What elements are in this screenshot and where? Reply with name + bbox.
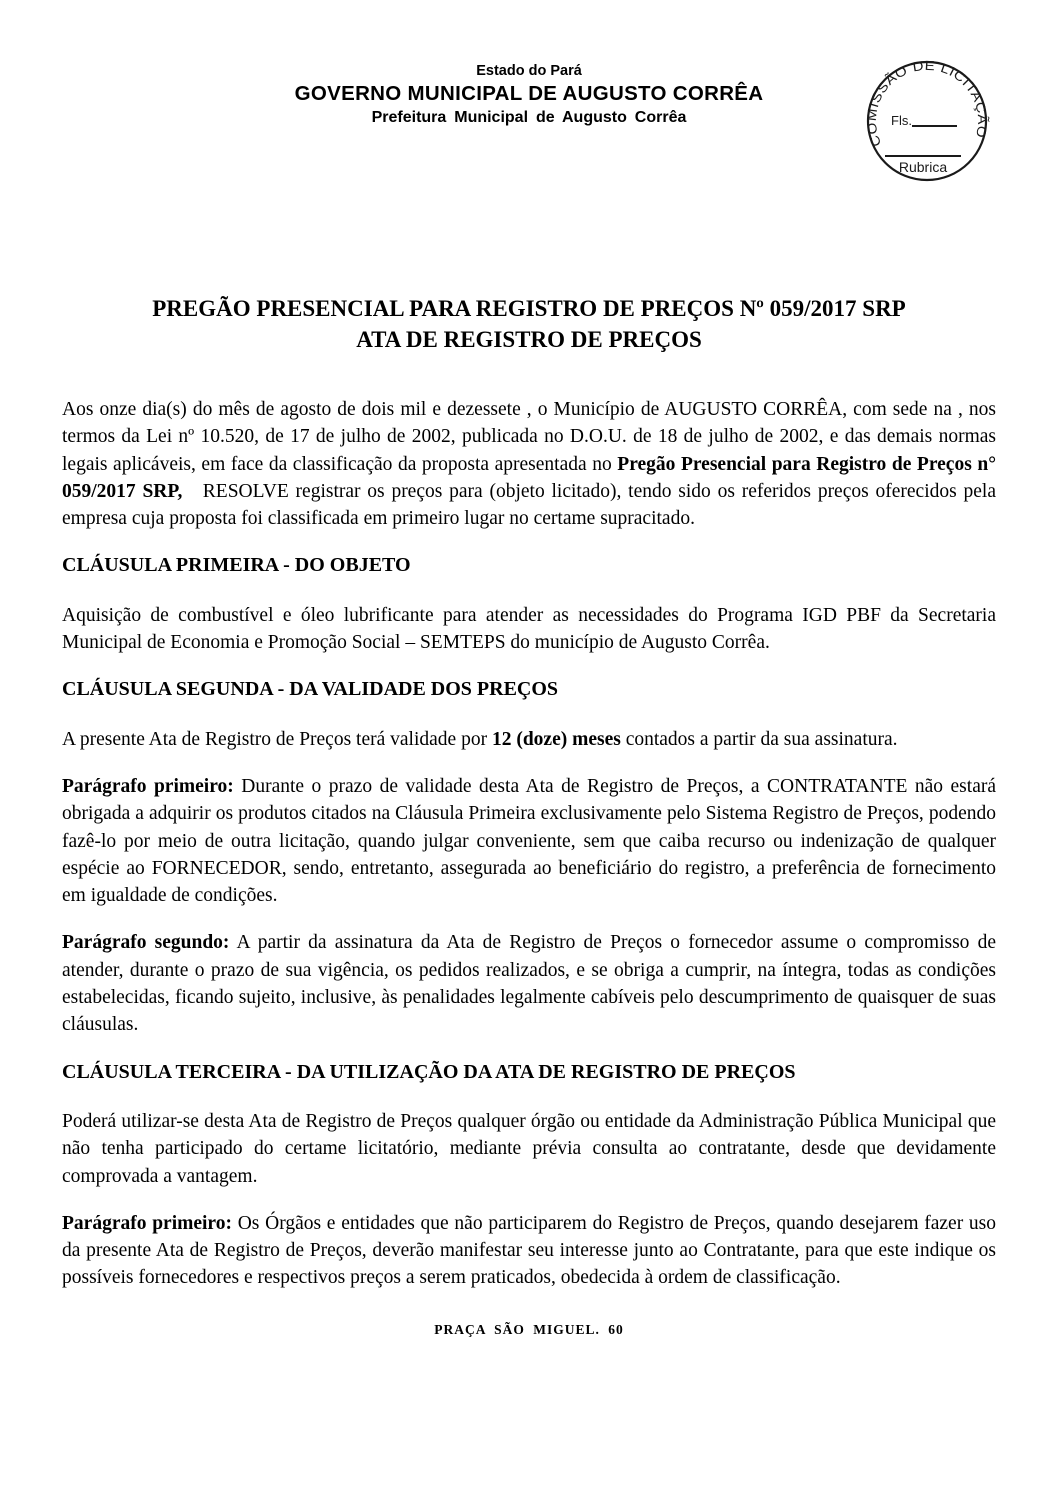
stamp-rubrica-label: Rubrica	[898, 159, 948, 175]
stamp-graphic	[855, 55, 995, 185]
bold-text-segment: Parágrafo primeiro:	[62, 1212, 232, 1234]
clause2-validity-paragraph	[62, 726, 996, 753]
clause3-first-subparagraph	[62, 1210, 996, 1292]
text-segment: A partir da assinatura da Ata de Registro de Preços o fornecedor assume o compromisso de atender, durante o prazo de sua vigência, os pedidos realizados, e se obriga a cumprir, na íntegra, todas as condições estabelecidas, ficando sujeito, inclusive, às penalidades legalmente cabíveis pelo descumprimento de quaisquer de suas cláusulas.	[62, 932, 996, 1036]
opening-paragraph	[62, 396, 996, 532]
document-footer-address: PRAÇA SÃO MIGUEL. 60	[434, 1322, 624, 1337]
stamp-fls-label: Fls.	[891, 113, 912, 128]
bold-text-segment: Pregão Presencial para Registro de Preços n° 059/2017 SRP,	[62, 453, 996, 502]
text-segment: RESOLVE registrar os preços para (objeto licitado), tendo sido os referidos preços oferecidos pela empresa cuja proposta foi classificada em primeiro lugar no certame supracitado.	[62, 480, 996, 530]
stamp-curved-text: COMISSÃO DE LICITAÇÃO	[863, 57, 991, 149]
text-segment: Aquisição de combustível e óleo lubrificante para atender as necessidades do Programa IGD PBF da Secretaria Municipal de Economia e Promoção Social – SEMTEPS do município de Augusto Corrêa.	[62, 604, 996, 654]
text-segment: contados a partir da sua assinatura.	[620, 728, 898, 750]
clause1-heading: CLÁUSULA PRIMEIRA - DO OBJETO	[62, 554, 411, 577]
text-segment: Aos onze dia(s) do mês de agosto de dois mil e dezessete , o Município de AUGUSTO CORRÊA, com sede na , nos termos da Lei nº 10.520, de 17 de julho de 2002, publicada no D.O.U. de 18 de julho de 2002, e das demais normas legais aplicáveis, em face da classificação da proposta apresentada no	[62, 399, 996, 475]
bold-text-segment: 12 (doze) meses	[491, 728, 621, 750]
text-segment: Os Órgãos e entidades que não participarem do Registro de Preços, quando desejarem fazer uso da presente Ata de Registro de Preços, deverão manifestar seu interesse junto ao Contratante, para que este indique os possíveis fornecedores e respectivos preços a serem praticados, obedecida à ordem de classificação.	[62, 1212, 996, 1289]
clause2-second-subparagraph	[62, 929, 996, 1038]
text-segment: Poderá utilizar-se desta Ata de Registro de Preços qualquer órgão ou entidade da Administração Pública Municipal que não tenha participado do certame licitatório, mediante prévia consulta ao contratante, desde que devidamente comprovada a vantagem.	[62, 1110, 996, 1187]
bold-text-segment: Parágrafo primeiro:	[62, 775, 234, 797]
document-content	[62, 396, 996, 1312]
title-line-2: ATA DE REGISTRO DE PREÇOS	[356, 327, 702, 352]
title-line-1: PREGÃO PRESENCIAL PARA REGISTRO DE PREÇOS Nº 059/2017 SRP	[152, 296, 906, 321]
document-title	[0, 293, 1058, 355]
comissao-licitacao-stamp	[855, 55, 995, 185]
stamp-curved-text-wrap	[864, 58, 990, 149]
clause2-first-subparagraph	[62, 773, 996, 909]
bold-text-segment: Parágrafo segundo:	[62, 932, 230, 954]
header-prefecture-line: Prefeitura Municipal de Augusto Corrêa	[371, 109, 687, 126]
clause2-heading: CLÁUSULA SEGUNDA - DA VALIDADE DOS PREÇOS	[62, 678, 559, 701]
clause3-heading: CLÁUSULA TERCEIRA - DA UTILIZAÇÃO DA ATA DE REGISTRO DE PREÇOS	[62, 1060, 796, 1083]
header-government-line: GOVERNO MUNICIPAL DE AUGUSTO CORRÊA	[294, 82, 764, 105]
header-state-line: Estado do Pará	[476, 63, 582, 79]
clause3-utilization-paragraph	[62, 1108, 996, 1190]
text-segment: A presente Ata de Registro de Preços terá validade por	[62, 728, 492, 750]
text-segment: Durante o prazo de validade desta Ata de Registro de Preços, a CONTRATANTE não estará obrigada a adquirir os produtos citados na Cláusula Primeira exclusivamente pelo Sistema Registro de Preços, podendo fazê-lo por meio de outra licitação, quando julgar conveniente, sem que caiba recurso ou indenização de qualquer espécie ao FORNECEDOR, sendo, entretanto, assegurada ao beneficiário do registro, a preferência de fornecimento em igualdade de condições.	[62, 775, 996, 907]
clause1-object-paragraph	[62, 602, 996, 657]
